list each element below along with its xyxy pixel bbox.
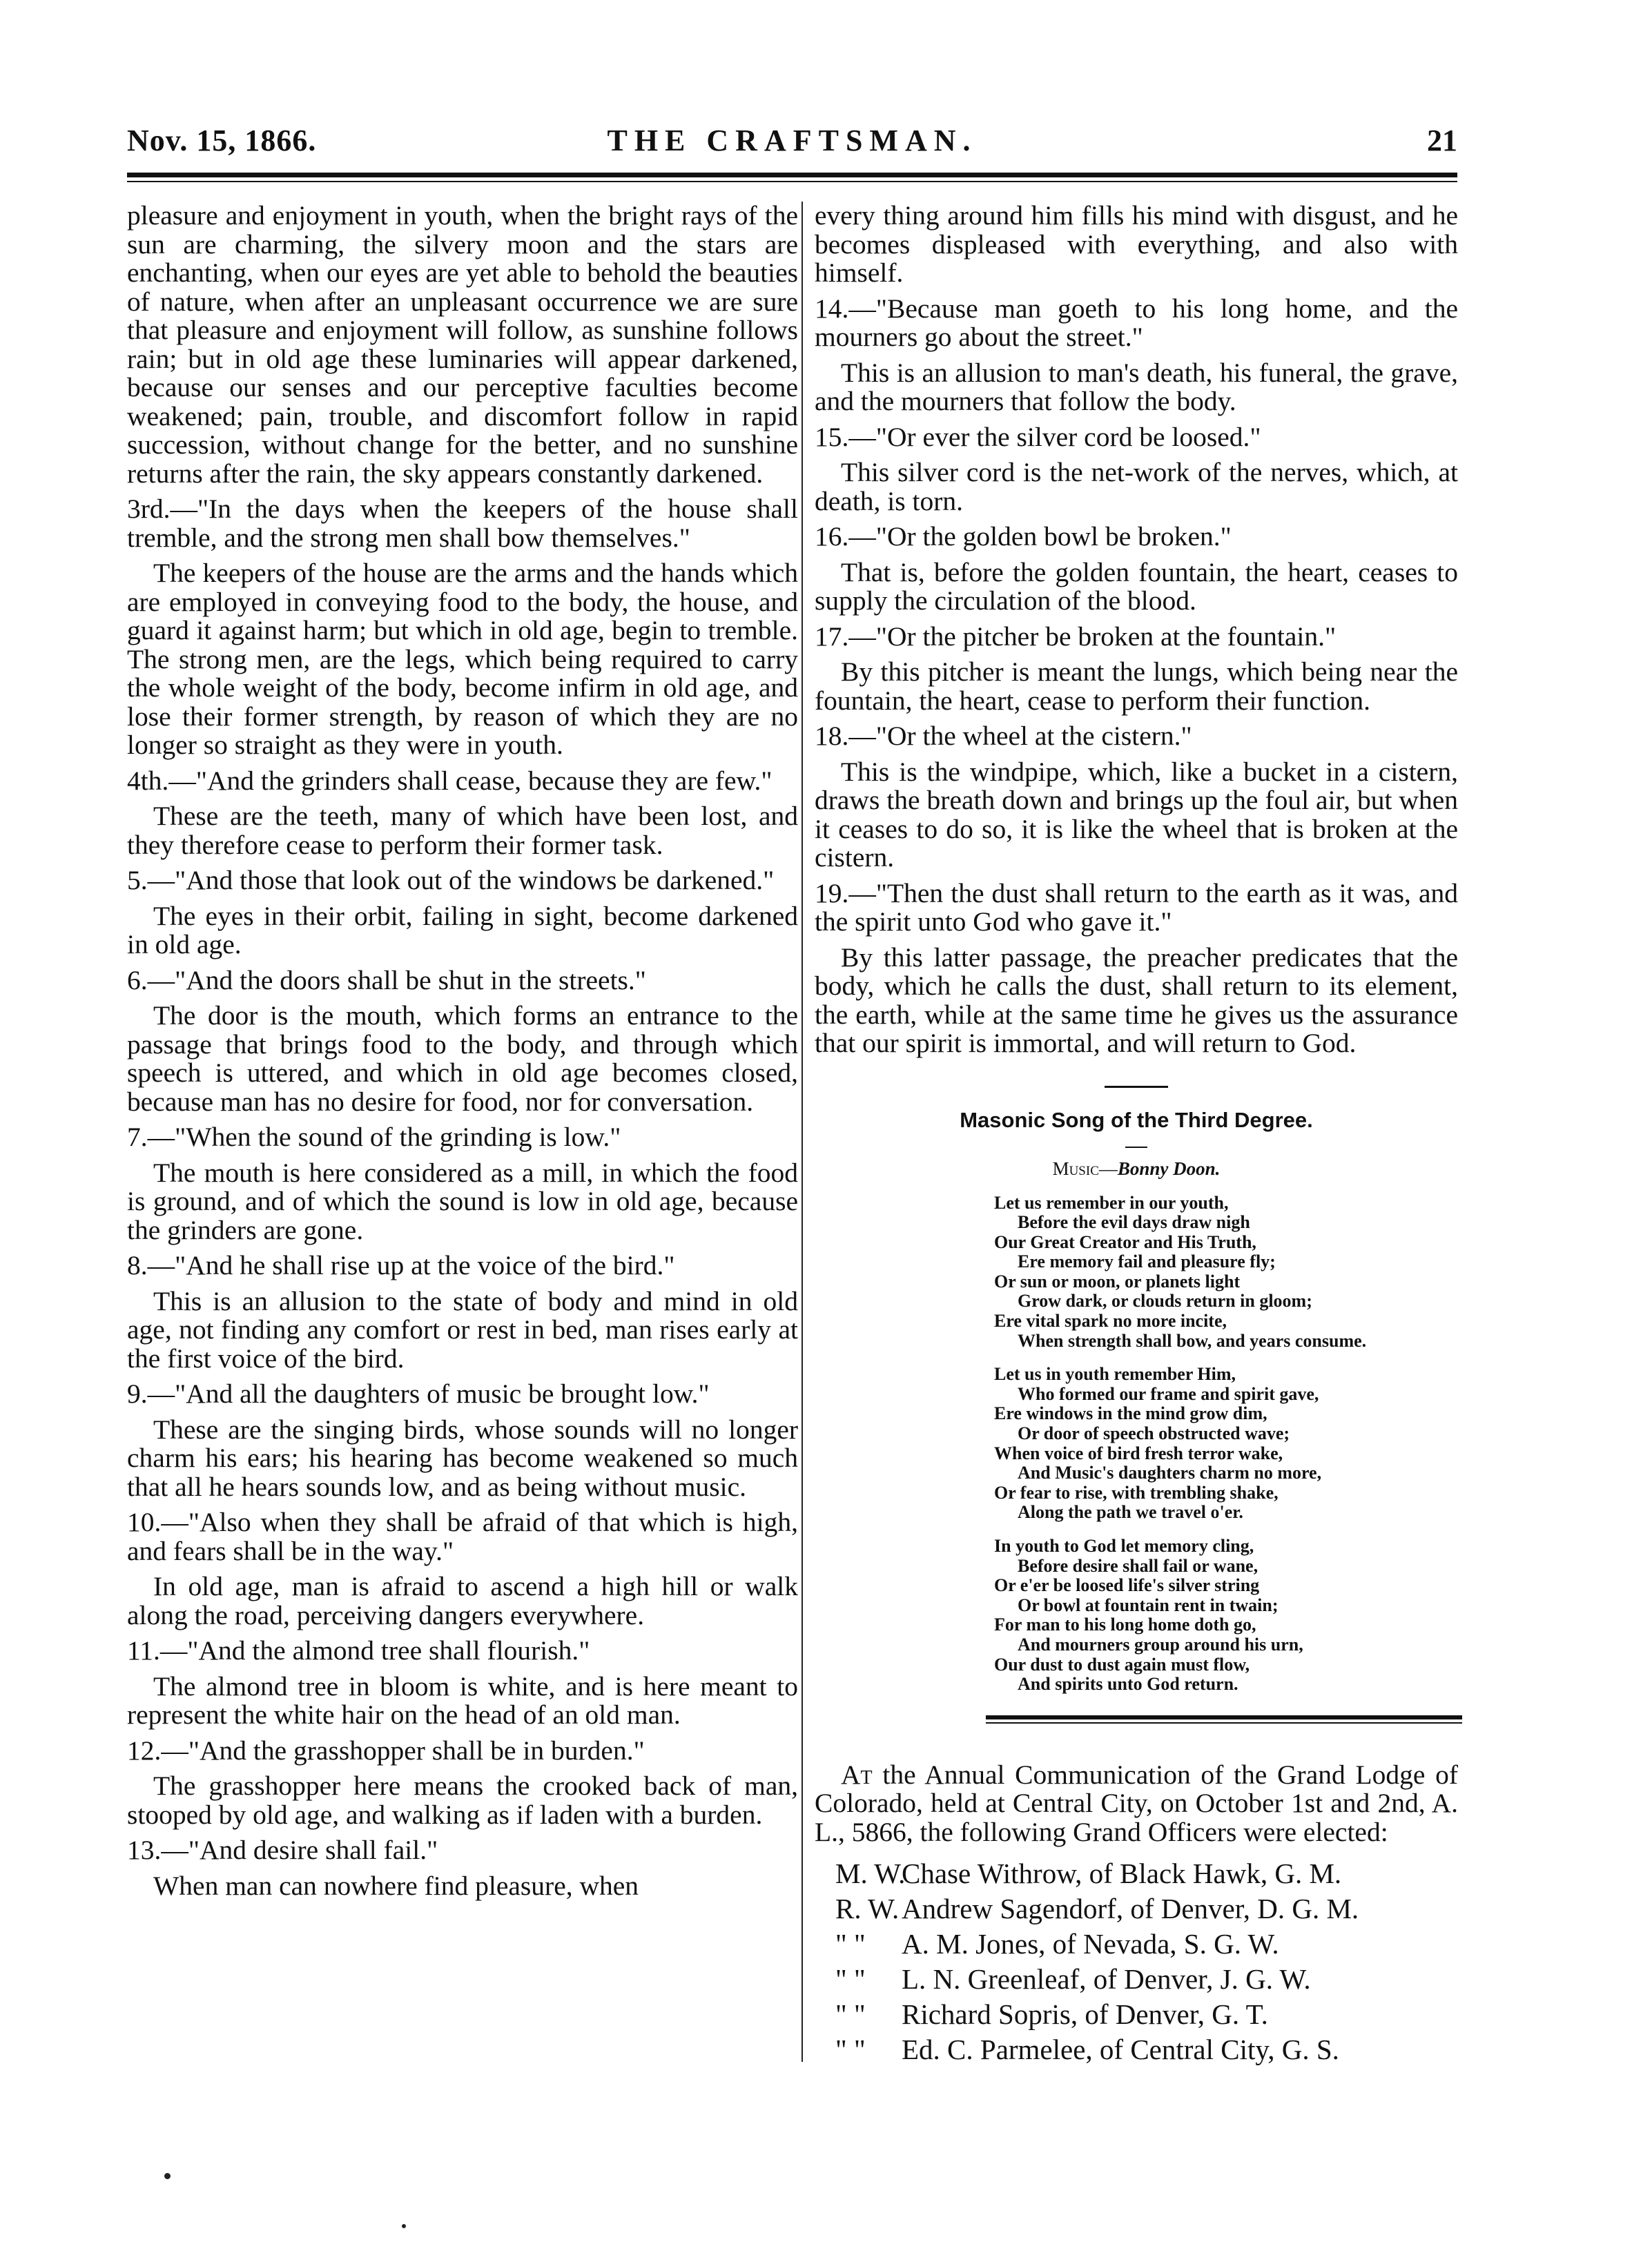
- officer-entry: [835, 1894, 1458, 1924]
- song-line: Or bowl at fountain rent in twain;: [1018, 1595, 1279, 1615]
- verse-quotation: 13.—"And desire shall fail.": [127, 1835, 438, 1865]
- song-stanza: [994, 1193, 1458, 1352]
- body-paragraph: The door is the mouth, which forms an entrance to the passage that brings food to the body, and through which speech is uttered, and which in old age becomes closed, because man has no desire for food, nor for conversation.: [127, 1000, 798, 1117]
- officer-name: L. N. Greenleaf, of Denver, J. G. W.: [902, 1963, 1311, 1996]
- body-paragraph: In old age, man is afraid to ascend a high hill or walk along the road, perceiving dangers everywhere.: [127, 1571, 798, 1630]
- song-line: And Music's daughters charm no more,: [1018, 1463, 1322, 1483]
- print-speck: [164, 2173, 171, 2179]
- song-line: Or fear to rise, with trembling shake,: [994, 1482, 1279, 1503]
- officer-entry: [835, 1929, 1458, 1959]
- verse-quotation: 14.—"Because man goeth to his long home, and the mourners go about the street.": [815, 293, 1458, 352]
- verse-quotation: 10.—"Also when they shall be afraid of that which is high, and fears shall be in the way.": [127, 1507, 798, 1566]
- body-paragraph: By this latter passage, the preacher predicates that the body, which he calls the dust, shall return to its element, the earth, while at the same time he gives us the assurance that our spirit is immortal, and will return to God.: [815, 942, 1458, 1058]
- right-column-text: [815, 202, 1458, 1058]
- verse-quotation: 7.—"When the sound of the grinding is low.": [127, 1122, 621, 1152]
- song-line: Let us remember in our youth,: [994, 1192, 1229, 1213]
- verse-quotation: 5.—"And those that look out of the windows be darkened.": [127, 865, 775, 895]
- header-rule-thin: [127, 181, 1457, 182]
- verse-quotation: 19.—"Then the dust shall return to the earth as it was, and the spirit unto God who gave it.": [815, 877, 1458, 937]
- body-paragraph: The grasshopper here means the crooked back of man, stooped by old age, and walking as if laden with a burden.: [127, 1771, 798, 1830]
- song-line: When voice of bird fresh terror wake,: [994, 1443, 1283, 1463]
- verse-quotation: 6.—"And the doors shall be shut in the streets.": [127, 964, 646, 995]
- verse-quotation: 8.—"And he shall rise up at the voice of the bird.": [127, 1250, 675, 1280]
- song-line: Let us in youth remember Him,: [994, 1364, 1236, 1385]
- verse-quotation: 12.—"And the grasshopper shall be in burden.": [127, 1735, 645, 1766]
- officer-name: Chase Withrow, of Black Hawk, G. M.: [902, 1858, 1342, 1890]
- officer-name: Andrew Sagendorf, of Denver, D. G. M.: [902, 1893, 1359, 1925]
- verse-quotation: every thing around him fills his mind with disgust, and he becomes displeased with everything, and also with himself.: [815, 200, 1458, 288]
- officer-rank: " ": [835, 1998, 866, 2031]
- song-line: Or door of speech obstructed wave;: [1018, 1423, 1290, 1444]
- song-end-rule: [986, 1715, 1462, 1724]
- song-line: Ere vital spark no more incite,: [994, 1311, 1227, 1332]
- officer-name: Ed. C. Parmelee, of Central City, G. S.: [902, 2034, 1339, 2066]
- song-line: Along the path we travel o'er.: [1018, 1502, 1243, 1523]
- song-title-rule: [1125, 1147, 1147, 1148]
- song-line: And spirits unto God return.: [1018, 1674, 1238, 1695]
- song-line: In youth to God let memory cling,: [994, 1536, 1254, 1556]
- verse-quotation: pleasure and enjoyment in youth, when the bright rays of the sun are charming, the silvery moon and the stars are enchanting, when our eyes are yet able to behold the beauties of nature, when after an unpleasant occurrence we are sure that pleasure and enjoyment will follow, as sunshine follows rain; but in old age these luminaries will appear darkened, because our senses and our perceptive faculties become weakened; pain, trouble, and discomfort follow in rapid succession, without change for the better, and no sunshine returns after the rain, the sky appears constantly darkened.: [127, 200, 798, 489]
- song-tune-name: Bonny Doon.: [1117, 1158, 1221, 1179]
- song-line: And mourners group around his urn,: [1018, 1634, 1303, 1655]
- verse-quotation: 18.—"Or the wheel at the cistern.": [815, 721, 1192, 751]
- running-head: [127, 123, 1457, 164]
- body-paragraph: This is an allusion to man's death, his funeral, the grave, and the mourners that follow the body.: [815, 357, 1458, 416]
- song-music-label: Music—: [1052, 1158, 1118, 1179]
- body-paragraph: These are the singing birds, whose sounds will no longer charm his ears; his hearing has become weakened so much that all he hears sounds low, and as being without music.: [127, 1414, 798, 1502]
- song-line: Ere memory fail and pleasure fly;: [1018, 1251, 1276, 1272]
- song-line: Or sun or moon, or planets light: [994, 1271, 1241, 1291]
- body-paragraph: When man can nowhere find pleasure, when: [153, 1870, 639, 1901]
- body-paragraph: These are the teeth, many of which have been lost, and they therefore cease to perform their former task.: [127, 801, 798, 860]
- grand-lodge-lead-word: At: [841, 1759, 873, 1790]
- officer-list: [815, 1859, 1458, 2065]
- officer-rank: " ": [835, 1928, 866, 1960]
- issue-date: Nov. 15, 1866.: [127, 124, 317, 157]
- song-line: Our Great Creator and His Truth,: [994, 1231, 1256, 1252]
- officer-rank: " ": [835, 1963, 866, 1996]
- song-stanza: [994, 1537, 1458, 1695]
- column-divider: [801, 202, 803, 2062]
- song-stanza: [994, 1365, 1458, 1523]
- body-paragraph: The mouth is here considered as a mill, in which the food is ground, and of which the sound is low in old age, because the grinders are gone.: [127, 1157, 798, 1245]
- verse-quotation: 4th.—"And the grinders shall cease, because they are few.": [127, 765, 772, 796]
- left-column: [127, 202, 798, 1907]
- body-paragraph: This is the windpipe, which, like a bucket in a cistern, draws the breath down and brings up the foul air, but when it ceases to do so, it is like the wheel that is broken at the cistern.: [815, 756, 1458, 873]
- verse-quotation: 11.—"And the almond tree shall flourish.": [127, 1635, 590, 1666]
- song-line: Before the evil days draw nigh: [1018, 1212, 1250, 1233]
- song-line: Or e'er be loosed life's silver string: [994, 1575, 1260, 1596]
- song-line: Who formed our frame and spirit gave,: [1018, 1383, 1319, 1404]
- body-paragraph: That is, before the golden fountain, the heart, ceases to supply the circulation of the blood.: [815, 556, 1458, 616]
- verse-quotation: 3rd.—"In the days when the keepers of the house shall tremble, and the strong men shall bow themselves.": [127, 494, 798, 553]
- officer-name: Richard Sopris, of Denver, G. T.: [902, 1998, 1268, 2031]
- header-rule-thick: [127, 173, 1457, 177]
- verse-quotation: 9.—"And all the daughters of music be brought low.": [127, 1378, 710, 1409]
- print-speck: [402, 2224, 406, 2228]
- body-paragraph: The keepers of the house are the arms and the hands which are employed in conveying food to the body, the house, and guard it against harm; but which in old age, begin to tremble. The strong men, are the legs, which being required to carry the whole weight of the body, become infirm in old age, and lose their former strength, by reason of which they are no longer so straight as they were in youth.: [127, 558, 798, 760]
- officer-entry: [835, 2035, 1458, 2065]
- body-paragraph: The almond tree in bloom is white, and is here meant to represent the white hair on the head of an old man.: [127, 1670, 798, 1730]
- right-column: [815, 202, 1458, 2070]
- verse-quotation: 16.—"Or the golden bowl be broken.": [815, 521, 1232, 552]
- song-line: Grow dark, or clouds return in gloom;: [1018, 1291, 1312, 1312]
- body-paragraph: This is an allusion to the state of body and mind in old age, not finding any comfort or rest in bed, man rises early at the first voice of the bird.: [127, 1285, 798, 1374]
- publication-title: THE CRAFTSMAN.: [607, 124, 978, 157]
- body-paragraph: By this pitcher is meant the lungs, which being near the fountain, the heart, cease to perform their function.: [815, 656, 1458, 716]
- song-line: Before desire shall fail or wane,: [1018, 1555, 1259, 1576]
- officer-name: A. M. Jones, of Nevada, S. G. W.: [902, 1928, 1279, 1960]
- verse-quotation: 17.—"Or the pitcher be broken at the fountain.": [815, 621, 1337, 652]
- verse-quotation: 15.—"Or ever the silver cord be loosed.": [815, 421, 1261, 452]
- song-title: Masonic Song of the Third Degree.: [960, 1107, 1313, 1132]
- body-paragraph: This silver cord is the net-work of the nerves, which, at death, is torn.: [815, 457, 1458, 516]
- page-number: 21: [1427, 124, 1457, 157]
- officer-entry: [835, 1859, 1458, 1889]
- officer-entry: [835, 2000, 1458, 2029]
- section-rule: [1105, 1086, 1168, 1088]
- officer-entry: [835, 1965, 1458, 1994]
- song-music-line: [815, 1155, 1458, 1184]
- officer-rank: " ": [835, 2034, 866, 2066]
- song-line: For man to his long home doth go,: [994, 1615, 1256, 1635]
- officer-rank: M. W.: [835, 1858, 906, 1890]
- song-line: When strength shall bow, and years consume.: [1018, 1330, 1367, 1351]
- grand-lodge-paragraph: [815, 1761, 1458, 1847]
- song-line: Our dust to dust again must flow,: [994, 1654, 1250, 1675]
- song-line: Ere windows in the mind grow dim,: [994, 1403, 1267, 1424]
- body-paragraph: The eyes in their orbit, failing in sight, become darkened in old age.: [127, 900, 798, 959]
- song-lyrics: [815, 1193, 1458, 1695]
- officer-rank: R. W.: [835, 1893, 900, 1925]
- grand-lodge-text: the Annual Communication of the Grand Lodge of Colorado, held at Central City, on October 1st and 2nd, A. L., 5866, the following Grand Officers were elected:: [815, 1759, 1458, 1847]
